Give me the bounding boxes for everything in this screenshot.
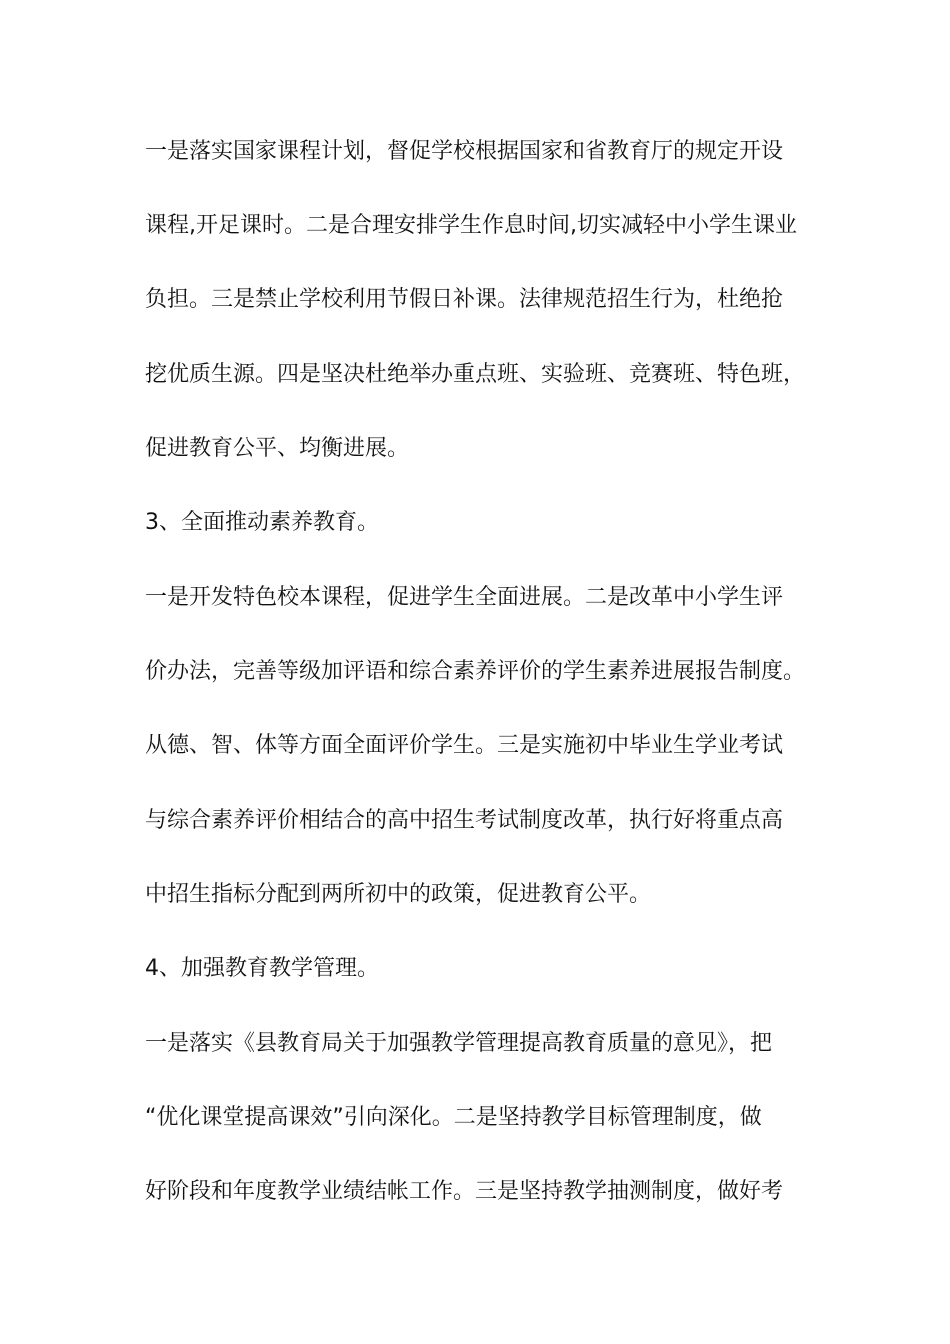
text-line: 价办法，完善等级加评语和综合素养评价的学生素养进展报告制度。 xyxy=(145,659,806,684)
text-line: 促进教育公平、均衡进展。 xyxy=(145,436,410,461)
text-line: 从德、智、体等方面全面评价学生。三是实施初中毕业生学业考试 xyxy=(145,733,784,758)
text-line: 好阶段和年度教学业绩结帐工作。三是坚持教学抽测制度，做好考 xyxy=(145,1179,784,1204)
text-line: 中招生指标分配到两所初中的政策，促进教育公平。 xyxy=(145,882,652,907)
section-heading-3: 3、全面推动素养教育。 xyxy=(145,510,379,535)
section-heading-4: 4、加强教育教学管理。 xyxy=(145,956,379,981)
text-line: 课程,开足课时。二是合理安排学生作息时间,切实减轻中小学生课业 xyxy=(145,213,797,238)
text-line: 与综合素养评价相结合的高中招生考试制度改革，执行好将重点高 xyxy=(145,808,784,833)
text-line: 一是开发特色校本课程，促进学生全面进展。二是改革中小学生评 xyxy=(145,585,784,610)
text-line: 一是落实国家课程计划，督促学校根据国家和省教育厅的规定开设 xyxy=(145,139,784,164)
text-line: 一是落实《县教育局关于加强教学管理提高教育质量的意见》，把 xyxy=(145,1031,773,1056)
text-line: 挖优质生源。四是坚决杜绝举办重点班、实验班、竞赛班、特色班， xyxy=(145,362,806,387)
text-line: “优化课堂提高课效”引向深化。二是坚持教学目标管理制度，做 xyxy=(145,1105,762,1130)
text-line: 负担。三是禁止学校利用节假日补课。法律规范招生行为，杜绝抢 xyxy=(145,287,784,312)
